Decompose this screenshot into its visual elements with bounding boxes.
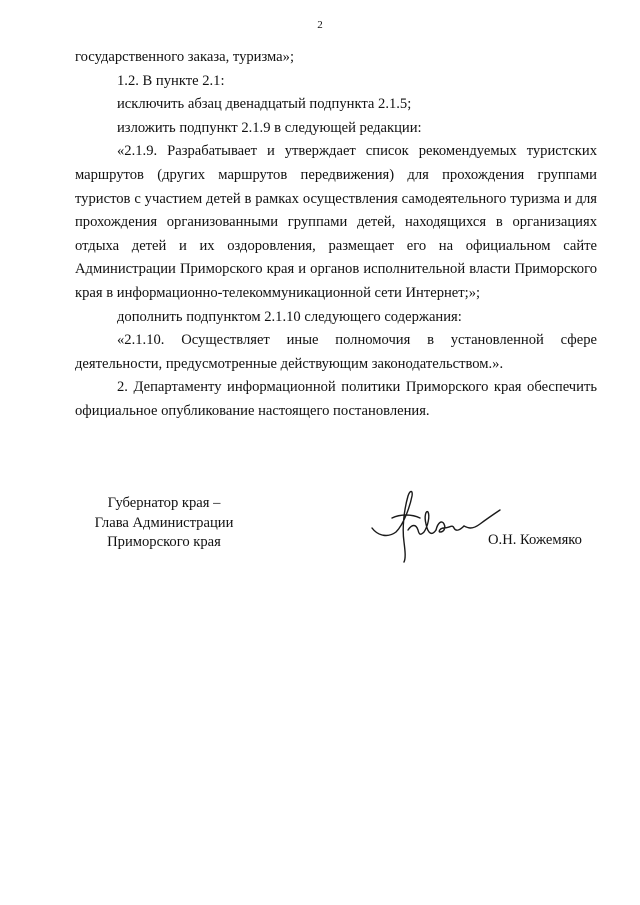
page-number: 2	[317, 19, 323, 31]
document-body	[75, 46, 597, 424]
signature-block	[0, 484, 640, 574]
signatory-title-line: Губернатор края –	[107, 495, 221, 511]
paragraph-exclude-clause: исключить абзац двенадцатый подпункта 2.1.5;	[117, 96, 412, 113]
signatory-title	[74, 494, 254, 553]
paragraph-clause-2-1-9: «2.1.9. Разрабатывает и утверждает список рекомендуемых туристских маршрутов (других маршрутов передвижения) для прохождения группами туристов с участием детей в рамках осуществления самодеятельного туризма и для прохождения организованными группами детей, находящихся в организациях отдыха детей и их оздоровления, размещает его на официальном сайте Администрации Приморского края и органов исполнительной власти Приморского края в информационно-телекоммуникационной сети Интернет;»;	[75, 143, 597, 301]
paragraph-clause-2-1-10: «2.1.10. Осуществляет иные полномочия в установленной сфере деятельности, предусмотренные действующим законодательством.».	[75, 332, 597, 372]
paragraph-item-1-2: 1.2. В пункте 2.1:	[117, 72, 225, 89]
paragraph-continuation: государственного заказа, туризма»;	[75, 49, 295, 65]
paragraph-restate-clause: изложить подпункт 2.1.9 в следующей редакции:	[117, 119, 422, 136]
paragraph-add-clause: дополнить подпунктом 2.1.10 следующего содержания:	[117, 308, 462, 325]
handwritten-signature-icon	[368, 484, 508, 564]
signatory-name: О.Н. Кожемяко	[488, 532, 582, 548]
signatory-title-line: Приморского края	[107, 534, 221, 550]
paragraph-item-2: 2. Департаменту информационной политики Приморского края обеспечить официальное опубликование настоящего постановления.	[75, 379, 597, 419]
signatory-title-line: Глава Администрации	[94, 514, 234, 531]
